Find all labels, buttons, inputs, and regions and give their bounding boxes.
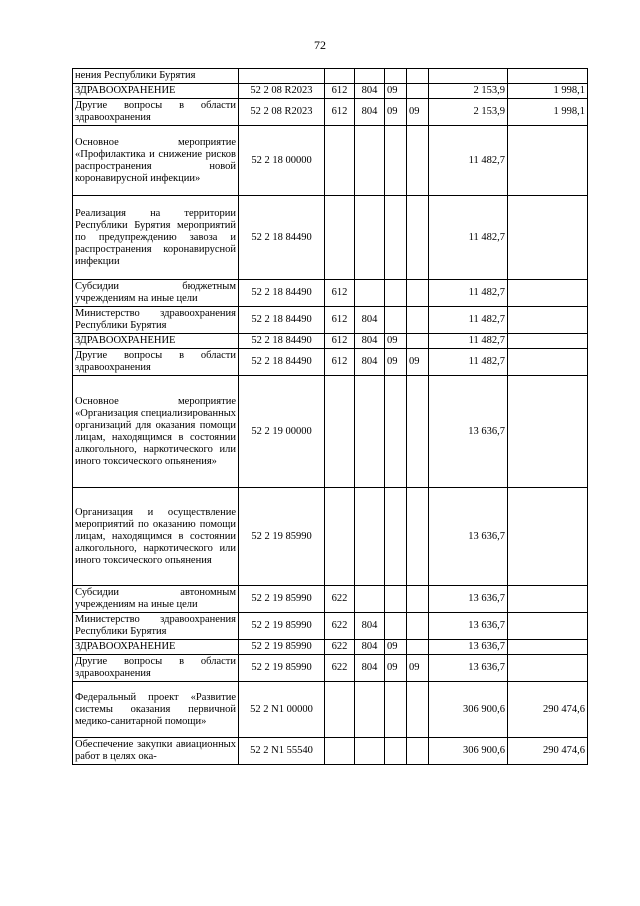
table-row (73, 334, 588, 349)
subsection-code-cell (407, 586, 429, 613)
amount-year-2-cell (508, 640, 588, 655)
expense-type-cell (325, 196, 355, 280)
target-article-code-cell: 52 2 19 85990 (239, 488, 325, 586)
expense-type-cell (325, 69, 355, 84)
amount-year-2-cell: 290 474,6 (508, 738, 588, 765)
subsection-code-cell: 09 (407, 349, 429, 376)
amount-year-1-cell: 11 482,7 (429, 280, 508, 307)
amount-year-1-cell: 13 636,7 (429, 613, 508, 640)
table-row (73, 69, 588, 84)
target-article-code-cell: 52 2 08 R2023 (239, 99, 325, 126)
amount-year-2-cell (508, 307, 588, 334)
target-article-code-cell: 52 2 N1 00000 (239, 682, 325, 738)
row-name-cell: ЗДРАВООХРАНЕНИЕ (73, 84, 239, 99)
amount-year-1-cell: 13 636,7 (429, 488, 508, 586)
amount-year-2-cell: 290 474,6 (508, 682, 588, 738)
expense-type-cell (325, 488, 355, 586)
target-article-code-cell: 52 2 19 00000 (239, 376, 325, 488)
amount-year-1-cell: 11 482,7 (429, 349, 508, 376)
section-code-cell: 09 (385, 84, 407, 99)
row-name-cell: нения Республики Бурятия (73, 69, 239, 84)
section-code-cell: 09 (385, 99, 407, 126)
amount-year-1-cell: 306 900,6 (429, 738, 508, 765)
ministry-code-cell (355, 376, 385, 488)
amount-year-1-cell: 13 636,7 (429, 655, 508, 682)
amount-year-1-cell (429, 69, 508, 84)
table-row (73, 307, 588, 334)
target-article-code-cell: 52 2 18 00000 (239, 126, 325, 196)
amount-year-2-cell: 1 998,1 (508, 99, 588, 126)
subsection-code-cell (407, 376, 429, 488)
row-name-cell: Реализация на территории Республики Бурятия мероприятий по предупреждению завоза и распространения коронавирусной инфекции (73, 196, 239, 280)
section-code-cell: 09 (385, 349, 407, 376)
table-row (73, 655, 588, 682)
expense-type-cell: 622 (325, 655, 355, 682)
row-name-cell: ЗДРАВООХРАНЕНИЕ (73, 334, 239, 349)
expense-type-cell (325, 126, 355, 196)
expense-type-cell: 622 (325, 613, 355, 640)
table-row (73, 280, 588, 307)
row-name-cell: Другие вопросы в области здравоохранения (73, 655, 239, 682)
ministry-code-cell: 804 (355, 613, 385, 640)
amount-year-2-cell (508, 126, 588, 196)
subsection-code-cell: 09 (407, 655, 429, 682)
section-code-cell (385, 196, 407, 280)
amount-year-2-cell (508, 349, 588, 376)
section-code-cell (385, 682, 407, 738)
table-row (73, 586, 588, 613)
section-code-cell (385, 307, 407, 334)
target-article-code-cell: 52 2 18 84490 (239, 334, 325, 349)
expense-type-cell (325, 738, 355, 765)
section-code-cell (385, 488, 407, 586)
section-code-cell (385, 613, 407, 640)
row-name-cell: Обеспечение закупки авиационных работ в целях ока- (73, 738, 239, 765)
expense-type-cell: 622 (325, 586, 355, 613)
expense-type-cell: 612 (325, 334, 355, 349)
subsection-code-cell (407, 488, 429, 586)
expense-type-cell: 622 (325, 640, 355, 655)
section-code-cell: 09 (385, 655, 407, 682)
expense-type-cell (325, 682, 355, 738)
expense-type-cell (325, 376, 355, 488)
row-name-cell: Субсидии автономным учреждениям на иные цели (73, 586, 239, 613)
ministry-code-cell: 804 (355, 349, 385, 376)
amount-year-1-cell: 11 482,7 (429, 126, 508, 196)
subsection-code-cell (407, 738, 429, 765)
row-name-cell: Организация и осуществление мероприятий по оказанию помощи лицам, находящимся в состоянии алкогольного, наркотического или иного токсического опьянения (73, 488, 239, 586)
table-row (73, 640, 588, 655)
ministry-code-cell: 804 (355, 655, 385, 682)
target-article-code-cell: 52 2 19 85990 (239, 586, 325, 613)
row-name-cell: Министерство здравоохранения Республики Бурятия (73, 613, 239, 640)
target-article-code-cell: 52 2 18 84490 (239, 280, 325, 307)
ministry-code-cell (355, 682, 385, 738)
row-name-cell: Министерство здравоохранения Республики Бурятия (73, 307, 239, 334)
table-row (73, 126, 588, 196)
table-body (73, 69, 588, 765)
subsection-code-cell (407, 640, 429, 655)
table-row (73, 488, 588, 586)
table-row (73, 682, 588, 738)
amount-year-1-cell: 2 153,9 (429, 99, 508, 126)
table-row (73, 613, 588, 640)
subsection-code-cell (407, 334, 429, 349)
subsection-code-cell (407, 613, 429, 640)
section-code-cell: 09 (385, 334, 407, 349)
subsection-code-cell: 09 (407, 99, 429, 126)
amount-year-1-cell: 13 636,7 (429, 640, 508, 655)
target-article-code-cell: 52 2 N1 55540 (239, 738, 325, 765)
section-code-cell (385, 586, 407, 613)
amount-year-1-cell: 2 153,9 (429, 84, 508, 99)
row-name-cell: Основное мероприятие «Профилактика и снижение рисков распространения новой коронавирусной инфекции» (73, 126, 239, 196)
amount-year-2-cell (508, 376, 588, 488)
section-code-cell (385, 69, 407, 84)
table-row (73, 99, 588, 126)
section-code-cell (385, 738, 407, 765)
subsection-code-cell (407, 682, 429, 738)
row-name-cell: Федеральный проект «Развитие системы оказания первичной медико-санитарной помощи» (73, 682, 239, 738)
subsection-code-cell (407, 307, 429, 334)
ministry-code-cell (355, 738, 385, 765)
table-row (73, 84, 588, 99)
target-article-code-cell: 52 2 08 R2023 (239, 84, 325, 99)
ministry-code-cell: 804 (355, 99, 385, 126)
amount-year-2-cell (508, 488, 588, 586)
table-row (73, 738, 588, 765)
expense-type-cell: 612 (325, 99, 355, 126)
subsection-code-cell (407, 280, 429, 307)
table-row (73, 196, 588, 280)
amount-year-2-cell (508, 655, 588, 682)
amount-year-2-cell (508, 613, 588, 640)
amount-year-2-cell (508, 69, 588, 84)
amount-year-1-cell: 11 482,7 (429, 334, 508, 349)
amount-year-2-cell (508, 334, 588, 349)
subsection-code-cell (407, 126, 429, 196)
row-name-cell: Субсидии бюджетным учреждениям на иные цели (73, 280, 239, 307)
row-name-cell: Другие вопросы в области здравоохранения (73, 349, 239, 376)
row-name-cell: Другие вопросы в области здравоохранения (73, 99, 239, 126)
expense-type-cell: 612 (325, 84, 355, 99)
row-name-cell: ЗДРАВООХРАНЕНИЕ (73, 640, 239, 655)
amount-year-2-cell (508, 586, 588, 613)
amount-year-2-cell (508, 196, 588, 280)
amount-year-2-cell: 1 998,1 (508, 84, 588, 99)
ministry-code-cell: 804 (355, 307, 385, 334)
amount-year-2-cell (508, 280, 588, 307)
section-code-cell (385, 376, 407, 488)
ministry-code-cell (355, 126, 385, 196)
amount-year-1-cell: 13 636,7 (429, 586, 508, 613)
target-article-code-cell: 52 2 19 85990 (239, 640, 325, 655)
amount-year-1-cell: 11 482,7 (429, 196, 508, 280)
ministry-code-cell (355, 69, 385, 84)
target-article-code-cell: 52 2 18 84490 (239, 349, 325, 376)
expense-type-cell: 612 (325, 280, 355, 307)
ministry-code-cell: 804 (355, 334, 385, 349)
ministry-code-cell (355, 488, 385, 586)
budget-table (72, 68, 588, 765)
table-row (73, 376, 588, 488)
expense-type-cell: 612 (325, 349, 355, 376)
subsection-code-cell (407, 84, 429, 99)
target-article-code-cell: 52 2 18 84490 (239, 307, 325, 334)
ministry-code-cell: 804 (355, 640, 385, 655)
target-article-code-cell (239, 69, 325, 84)
amount-year-1-cell: 13 636,7 (429, 376, 508, 488)
subsection-code-cell (407, 196, 429, 280)
ministry-code-cell (355, 586, 385, 613)
ministry-code-cell (355, 280, 385, 307)
target-article-code-cell: 52 2 19 85990 (239, 655, 325, 682)
ministry-code-cell: 804 (355, 84, 385, 99)
table-row (73, 349, 588, 376)
page-number: 72 (314, 38, 326, 52)
section-code-cell: 09 (385, 640, 407, 655)
expense-type-cell: 612 (325, 307, 355, 334)
section-code-cell (385, 126, 407, 196)
target-article-code-cell: 52 2 18 84490 (239, 196, 325, 280)
ministry-code-cell (355, 196, 385, 280)
amount-year-1-cell: 11 482,7 (429, 307, 508, 334)
amount-year-1-cell: 306 900,6 (429, 682, 508, 738)
subsection-code-cell (407, 69, 429, 84)
target-article-code-cell: 52 2 19 85990 (239, 613, 325, 640)
row-name-cell: Основное мероприятие «Организация специализированных организаций для оказания помощи лицам, находящимся в состоянии алкогольного, наркотического или иного токсического опьянения» (73, 376, 239, 488)
section-code-cell (385, 280, 407, 307)
